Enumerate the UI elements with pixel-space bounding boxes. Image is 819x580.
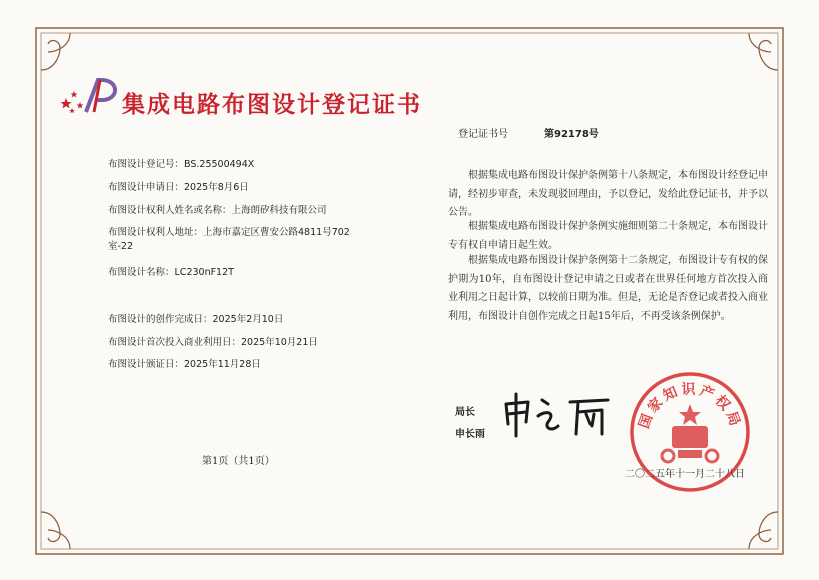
field-first-commercial-date xyxy=(108,336,318,350)
cert-number-value: 第92178号 xyxy=(544,129,599,140)
signatory-title: 局长 xyxy=(455,407,475,418)
field-label: 布图设计登记号： xyxy=(108,159,185,170)
field-label: 布图设计申请日： xyxy=(108,182,185,193)
field-label: 布图设计的创作完成日： xyxy=(108,314,213,325)
page-number: 第1页（共1页） xyxy=(202,456,275,467)
field-value: 上海市嘉定区曹安公路4811号702室-22 xyxy=(108,227,350,252)
certificate-title: 集成电路布图设计登记证书 xyxy=(122,91,422,118)
field-value: 2025年11月28日 xyxy=(184,359,261,370)
cnipa-logo xyxy=(60,76,126,116)
field-label: 布图设计名称： xyxy=(108,267,175,278)
field-label: 布图设计权利人地址： xyxy=(108,227,204,238)
signatory-name: 申长雨 xyxy=(455,429,485,440)
issue-date: 二〇二五年十一月二十八日 xyxy=(625,469,745,480)
field-application-date xyxy=(108,181,249,195)
field-label: 布图设计首次投入商业利用日： xyxy=(108,337,242,348)
field-value: BS.25500494X xyxy=(184,159,255,170)
field-design-name xyxy=(108,266,234,280)
paragraph-registration: 根据集成电路布图设计保护条例第十八条规定，本布图设计经登记申请，经初步审查，未发现驳回理由，予以登记，发给此登记证书，并予以公告。 xyxy=(448,170,768,218)
seal-text: 国家知识产权局 xyxy=(636,382,744,431)
paragraph-effective: 根据集成电路布图设计保护条例实施细则第二十条规定，本布图设计专有权自申请日起生效。 xyxy=(448,221,768,251)
cert-number-label: 登记证书号 xyxy=(458,129,508,140)
field-value: 2025年10月21日 xyxy=(241,337,318,348)
field-registration-no xyxy=(108,158,254,172)
handwritten-signature xyxy=(498,390,618,440)
field-holder-name xyxy=(108,204,354,218)
field-value: 2025年8月6日 xyxy=(184,182,249,193)
field-value: 2025年2月10日 xyxy=(212,314,284,325)
paragraph-protection: 根据集成电路布图设计保护条例第十二条规定，布图设计专有权的保护期为10年，自布图设计登记申请之日或者在世界任何地方首次投入商业利用之日起计算，以较前日期为准。但是，无论是否登记或者投入商业利用，布图设计自创作完成之日起15年后，不再受该条例保护。 xyxy=(448,255,768,322)
field-value: 上海朗矽科技有限公司 xyxy=(231,205,327,216)
field-label: 布图设计颁证日： xyxy=(108,359,185,370)
cert-number xyxy=(458,125,599,140)
field-creation-date xyxy=(108,313,283,327)
field-value: LC230nF12T xyxy=(174,267,234,278)
field-issue-date xyxy=(108,358,261,372)
field-holder-address xyxy=(108,226,354,254)
field-label: 布图设计权利人姓名或名称： xyxy=(108,205,232,216)
